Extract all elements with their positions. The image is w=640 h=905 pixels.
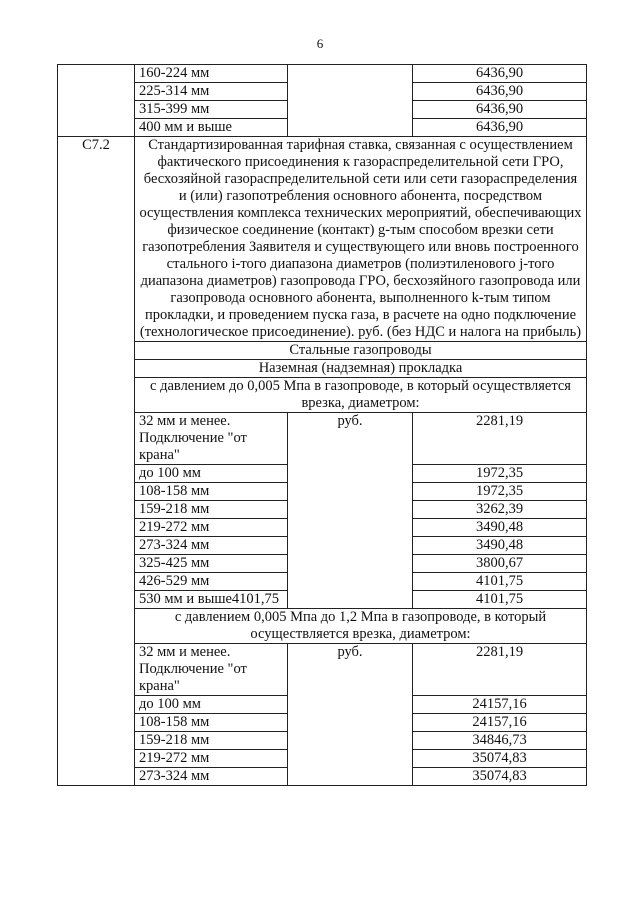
value-cell: 6436,90 xyxy=(413,83,587,101)
diameter-cell: 159-218 мм xyxy=(135,501,288,519)
value-cell: 2281,19 xyxy=(413,644,587,696)
table-row xyxy=(58,609,587,644)
diameter-cell: 325-425 мм xyxy=(135,555,288,573)
unit-cell: руб. xyxy=(288,413,413,609)
diameter-cell: 225-314 мм xyxy=(135,83,288,101)
diameter-cell: 32 мм и менее. Подключение "от крана" xyxy=(135,413,288,465)
value-cell: 1972,35 xyxy=(413,483,587,501)
diameter-cell: 426-529 мм xyxy=(135,573,288,591)
page-number: 6 xyxy=(316,36,324,51)
table-row xyxy=(58,413,587,465)
laying-type: Наземная (надземная) прокладка xyxy=(135,360,587,378)
value-cell: 6436,90 xyxy=(413,119,587,137)
diameter-cell: 159-218 мм xyxy=(135,732,288,750)
value-cell: 6436,90 xyxy=(413,101,587,119)
value-cell: 24157,16 xyxy=(413,714,587,732)
code-cell-empty xyxy=(58,65,135,137)
diameter-cell: 273-324 мм xyxy=(135,537,288,555)
diameter-cell: 108-158 мм xyxy=(135,714,288,732)
value-cell: 2281,19 xyxy=(413,413,587,465)
diameter-cell: 400 мм и выше xyxy=(135,119,288,137)
section-code: С7.2 xyxy=(58,137,135,786)
diameter-cell: 530 мм и выше4101,75 xyxy=(135,591,288,609)
value-cell: 3490,48 xyxy=(413,519,587,537)
diameter-cell: 160-224 мм xyxy=(135,65,288,83)
value-cell: 35074,83 xyxy=(413,750,587,768)
value-cell: 35074,83 xyxy=(413,768,587,786)
value-cell: 24157,16 xyxy=(413,696,587,714)
diameter-cell: 219-272 мм xyxy=(135,519,288,537)
value-cell: 3800,67 xyxy=(413,555,587,573)
diameter-cell: до 100 мм xyxy=(135,696,288,714)
pressure-group-header: с давлением до 0,005 Мпа в газопроводе, в который осуществляется врезка, диаметром: xyxy=(135,378,587,413)
table-row xyxy=(58,65,587,83)
value-cell: 3262,39 xyxy=(413,501,587,519)
diameter-cell: до 100 мм xyxy=(135,465,288,483)
pressure-group-header: с давлением 0,005 Мпа до 1,2 Мпа в газопроводе, в который осуществляется врезка, диаметром: xyxy=(135,609,587,644)
diameter-cell: 32 мм и менее. Подключение "от крана" xyxy=(135,644,288,696)
value-cell: 1972,35 xyxy=(413,465,587,483)
section-description: Стандартизированная тарифная ставка, связанная с осуществлением фактического присоединения к газораспределительной сети ГРО, бесхозяйной газораспределительной сети или сети газораспределения и (или) газопотребления основного абонента, посредством осуществления комплекса технических мероприятий, обеспечивающих физическое соединение (контакт) g-тым способом врезки сети газопотребления Заявителя и существующего или вновь построенного стального i-того диапазона диаметров (полиэтиленового j-того диапазона диаметров) газопровода ГРО, бесхозяйного газопровода или газопровода основного абонента, выполненного k-тым типом прокладки, и проведением пуска газа, в расчете на одно подключение (технологическое присоединение). руб. (без НДС и налога на прибыль) xyxy=(135,137,587,342)
diameter-cell: 273-324 мм xyxy=(135,768,288,786)
table-row xyxy=(58,342,587,360)
value-cell: 3490,48 xyxy=(413,537,587,555)
diameter-cell: 108-158 мм xyxy=(135,483,288,501)
tariff-table xyxy=(57,64,587,786)
table-row xyxy=(58,378,587,413)
diameter-cell: 219-272 мм xyxy=(135,750,288,768)
unit-cell: руб. xyxy=(288,644,413,786)
table-row xyxy=(58,137,587,342)
value-cell: 4101,75 xyxy=(413,573,587,591)
unit-cell-empty xyxy=(288,65,413,137)
table-row xyxy=(58,360,587,378)
value-cell: 6436,90 xyxy=(413,65,587,83)
table-row xyxy=(58,644,587,696)
diameter-cell: 315-399 мм xyxy=(135,101,288,119)
pipe-type: Стальные газопроводы xyxy=(135,342,587,360)
value-cell: 4101,75 xyxy=(413,591,587,609)
value-cell: 34846,73 xyxy=(413,732,587,750)
